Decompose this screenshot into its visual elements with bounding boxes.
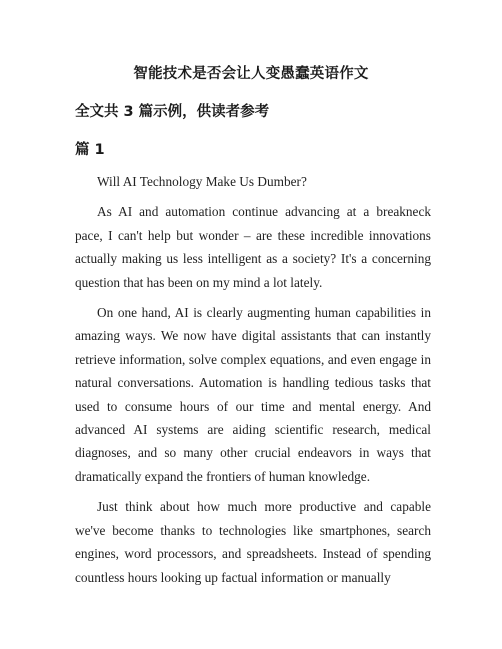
document-subtitle: 全文共 3 篇示例，供读者参考: [75, 104, 270, 120]
document-title: 智能技术是否会让人变愚蠢英语作文: [133, 66, 369, 82]
essay-body: [75, 170, 431, 596]
essay-title: Will AI Technology Make Us Dumber?: [97, 174, 307, 189]
section-heading: 篇 1: [75, 142, 105, 158]
essay-paragraph-3: Just think about how much more productive and capable we've become thanks to technologies like smartphones, search engines, word processors, and spreadsheets. Instead of spending countless hours looking up factual information or manually: [75, 499, 431, 585]
essay-paragraph-2: On one hand, AI is clearly augmenting human capabilities in amazing ways. We now have digital assistants that can instantly retrieve information, solve complex equations, and even engage in natural conversations. Automation is handling tedious tasks that used to consume hours of our time and mental energy. And advanced AI systems are aiding scientific research, medical diagnoses, and so many other crucial endeavors in ways that dramatically expand the frontiers of human knowledge.: [75, 305, 431, 484]
essay-paragraph-1: As AI and automation continue advancing at a breakneck pace, I can't help but wonder – are these incredible innovations actually making us less intelligent as a society? It's a concerning question that has been on my mind a lot lately.: [75, 204, 431, 290]
